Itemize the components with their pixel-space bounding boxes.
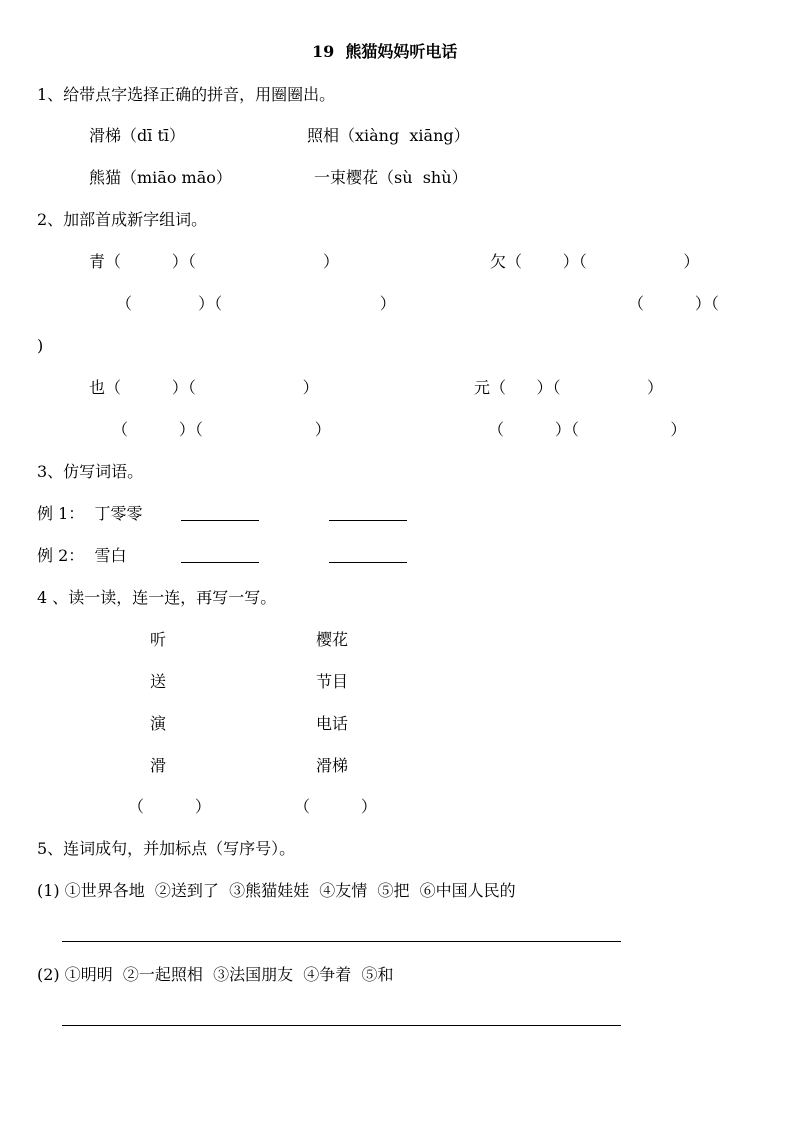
q2-heading: 2、加部首成新字组词。	[37, 210, 208, 229]
q4-right-word[interactable]: 樱花	[316, 630, 349, 649]
q4-right-word[interactable]: 节目	[316, 672, 349, 691]
q4-answer-paren[interactable]: （ ）	[128, 797, 211, 816]
q1-item: 一束樱花（sù shù）	[314, 168, 468, 187]
q2-row: 也（ ）（ ）	[89, 378, 319, 397]
answer-blank[interactable]	[181, 520, 259, 521]
q4-left-word[interactable]: 听	[150, 630, 167, 649]
q4-right-word[interactable]: 滑梯	[316, 756, 349, 775]
answer-line[interactable]	[62, 1025, 621, 1026]
q3-heading: 3、仿写词语。	[37, 462, 144, 481]
q2-row: （ ）（ ）	[116, 294, 396, 313]
q1-item: 熊猫（miāo māo）	[89, 168, 232, 187]
answer-blank[interactable]	[329, 562, 407, 563]
q3-example: 例 1： 丁零零	[37, 504, 143, 523]
answer-blank[interactable]	[329, 520, 407, 521]
q5-item: (1) ①世界各地 ②送到了 ③熊猫娃娃 ④友情 ⑤把 ⑥中国人民的	[37, 881, 516, 900]
q4-left-word[interactable]: 滑	[150, 756, 167, 775]
q2-row: 元（ ）（ ）	[474, 378, 663, 397]
worksheet-title: 19 熊猫妈妈听电话	[312, 42, 458, 61]
q3-example: 例 2： 雪白	[37, 546, 127, 565]
answer-blank[interactable]	[181, 562, 259, 563]
q1-item: 照相（xiàng xiāng）	[307, 126, 470, 145]
q2-row: （ ）（ ）	[112, 420, 331, 439]
q4-right-word[interactable]: 电话	[316, 714, 349, 733]
q2-row: （ ）（	[628, 294, 719, 313]
q5-item: (2) ①明明 ②一起照相 ③法国朋友 ④争着 ⑤和	[37, 965, 394, 984]
q4-left-word[interactable]: 演	[150, 714, 167, 733]
q2-row: )	[37, 336, 44, 355]
q4-heading: 4 、读一读，连一连，再写一写。	[37, 588, 277, 607]
q2-row: 青（ ）（ ）	[89, 252, 340, 271]
q4-answer-paren[interactable]: （ ）	[294, 797, 377, 816]
q2-row: （ ）（ ）	[488, 420, 687, 439]
q2-row: 欠（ ）（ ）	[490, 252, 700, 271]
answer-line[interactable]	[62, 941, 621, 942]
q1-item: 滑梯（dī tī）	[89, 126, 185, 145]
q1-heading: 1、给带点字选择正确的拼音，用圈圈出。	[37, 85, 336, 104]
q4-left-word[interactable]: 送	[150, 672, 167, 691]
q5-heading: 5、连词成句，并加标点（写序号）。	[37, 839, 296, 858]
